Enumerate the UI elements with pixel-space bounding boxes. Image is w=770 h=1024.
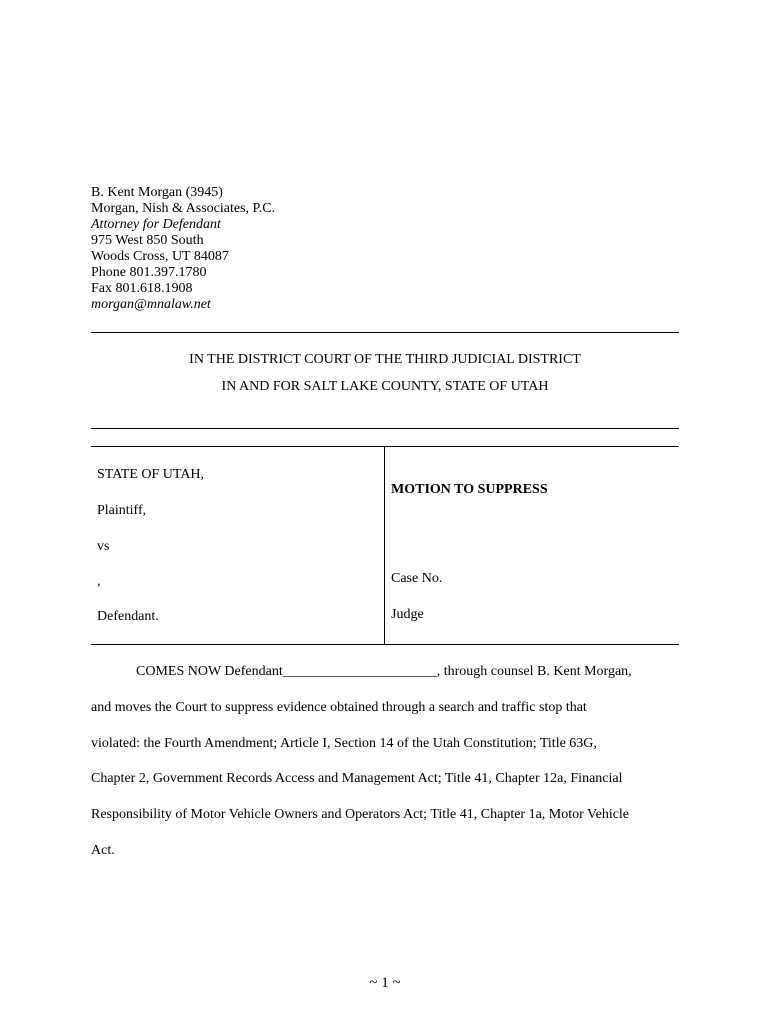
body-line-1: COMES NOW Defendant______________________, through counsel B. Kent Morgan,: [136, 664, 632, 679]
court-line-1: IN THE DISTRICT COURT OF THE THIRD JUDICIAL DISTRICT: [189, 352, 581, 367]
attorney-role: Attorney for Defendant: [91, 217, 221, 232]
phone: Phone 801.397.1780: [91, 265, 207, 280]
fax: Fax 801.618.1908: [91, 281, 193, 296]
address-line-2: Woods Cross, UT 84087: [91, 249, 229, 264]
case-number: Case No.: [391, 571, 443, 586]
defendant-label: Defendant.: [97, 609, 159, 624]
versus: vs: [97, 539, 110, 554]
body-line-3: violated: the Fourth Amendment; Article I, Section 14 of the Utah Constitution; Title 63G,: [91, 736, 597, 751]
court-line-2: IN AND FOR SALT LAKE COUNTY, STATE OF UTAH: [221, 379, 549, 394]
caption-divider: [384, 447, 385, 645]
motion-title: MOTION TO SUPPRESS: [391, 482, 548, 497]
judge: Judge: [391, 607, 424, 622]
address-line-1: 975 West 850 South: [91, 233, 204, 248]
attorney-block: [91, 185, 275, 313]
firm-name: Morgan, Nish & Associates, P.C.: [91, 201, 276, 216]
case-caption: [91, 447, 679, 645]
defendant-name: ,: [97, 574, 101, 589]
plaintiff-name: STATE OF UTAH,: [97, 467, 205, 482]
body-line-2: and moves the Court to suppress evidence obtained through a search and traffic stop that: [91, 700, 587, 715]
caption-bottom-border: [91, 644, 679, 645]
body-line-6: Act.: [91, 843, 115, 858]
page-number: ~ 1 ~: [369, 975, 401, 991]
divider-top: [91, 332, 679, 333]
body-line-4: Chapter 2, Government Records Access and Management Act; Title 41, Chapter 12a, Financial: [91, 771, 623, 786]
plaintiff-label: Plaintiff,: [97, 503, 147, 518]
divider-middle: [91, 428, 679, 429]
body-line-5: Responsibility of Motor Vehicle Owners and Operators Act; Title 41, Chapter 1a, Motor Vehicle: [91, 807, 630, 822]
attorney-name: B. Kent Morgan (3945): [91, 185, 223, 200]
email: morgan@mnalaw.net: [91, 297, 211, 312]
